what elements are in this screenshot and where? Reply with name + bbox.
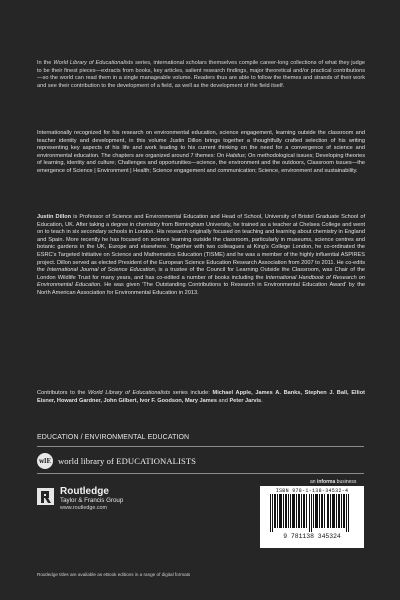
publisher-text bbox=[60, 486, 123, 512]
isbn-number: ISBN 978-1-138-34532-4 bbox=[275, 488, 349, 494]
contributors-and: and bbox=[216, 397, 230, 404]
isbn-barcode bbox=[260, 486, 364, 548]
bio-text-2: , is a trustee of the Council for Learning Outside the Classroom, was Chair of the London Wildlife Trust for many years, and has co-edited a number of books including the bbox=[37, 267, 365, 281]
barcode-icon bbox=[264, 494, 360, 540]
contributors-series-title: World Library of Educationalists bbox=[88, 390, 171, 396]
journal-title: International Journal of Science Education bbox=[47, 267, 155, 274]
publisher-name: Routledge bbox=[60, 486, 109, 497]
description-text-2: ; On methodological issues; Developing theories of learning, identity and culture; Challenges and opportunities—science, the environment and the outdoors, Classroom issues—the emergence of Science | Environment | Health; Science engagement and communication; Science, environment and sustainability. bbox=[37, 152, 365, 174]
contributors-end: . bbox=[261, 397, 263, 404]
contributors-paragraph bbox=[37, 390, 365, 405]
informa-suffix: business bbox=[335, 479, 357, 485]
series-branding bbox=[37, 452, 196, 470]
routledge-mark-icon bbox=[37, 488, 54, 505]
series-title-italic: World Library of Educationalists bbox=[53, 60, 134, 66]
barcode-digits: 9 781138 345324 bbox=[283, 533, 341, 540]
publisher-url[interactable]: www.routledge.com bbox=[60, 505, 108, 511]
routledge-logo-icon bbox=[37, 488, 54, 505]
series-name: world library of EDUCATIONALISTS bbox=[58, 456, 197, 466]
publisher-block bbox=[37, 486, 123, 512]
contributor-names: Michael Apple, James A. Banks, Stephen J. Ball, Elliot Eisner, Howard Gardner, John Gilbert, Ivor F. Goodson, Mary James bbox=[37, 390, 365, 404]
publisher-group: Taylor & Francis Group bbox=[60, 497, 124, 504]
series-intro-text: In the bbox=[37, 60, 54, 66]
series-intro-text-2: series, international scholars themselves compile career-long collections of what they judge to be their finest pieces—extracts from books, key articles, salient research findings, major theoretical and/or practical contributions—so the world can read them in a single manageable volume. Readers thus are able to follow the themes and strands of their work and see their contribution to the development of a field, as well as the development of the field itself. bbox=[37, 60, 365, 89]
author-bio bbox=[37, 214, 365, 298]
book-description bbox=[37, 130, 365, 176]
author-name: Justin Dillon bbox=[37, 214, 72, 220]
informa-business-label bbox=[310, 479, 356, 485]
divider-top bbox=[37, 446, 364, 447]
contributors-text: Contributors to the bbox=[37, 390, 89, 396]
handbook-title: International Handbook of Research on Environmental Education bbox=[37, 274, 365, 289]
description-text: Internationally recognized for his research on environmental education, science engagement, learning outside the classroom and teacher identity and development, in this volume Justin Dillon brings together a thoughtfully crafted selection of his writing representing key aspects of his life and work leading to his current thinking on the need for a convergence of science and environmental education. The chapters are organized around 7 themes: On bbox=[37, 130, 365, 159]
subject-category: EDUCATION / ENVIRONMENTAL EDUCATION bbox=[37, 434, 190, 441]
informa-prefix: an bbox=[310, 479, 317, 485]
informa-name: informa bbox=[316, 479, 336, 485]
bio-text-3: . He was given 'The Outstanding Contributions to Research in Environmental Education Award' by the North American Association for Environmental Education in 2013. bbox=[37, 282, 365, 296]
bio-text-1: is Professor of Science and Environmental Education and Head of School, University of Bristol Graduate School of Education, UK. After taking a degree in chemistry from Birmingham University, he trained as a teacher at Chelsea College and went on to teach in six secondary schools in London. His research originally focused on teaching and learning about chemistry in England and Spain. More recently he has focused on science learning outside the classroom, particularly in museums, science centres and botanic gardens in the UK, Europe and elsewhere. Together with two colleagues at King's College London, he co-ordinated the ESRC's Targeted Initiative on Science and Mathematics Education (TISME) and he was a member of the highly influential ASPIRES project. Dillon served as elected President of the European Science Education Research Association from 2007 to 2011. He co-edits the bbox=[37, 214, 366, 274]
contributors-text-2: series include: bbox=[170, 390, 213, 396]
ebook-note: Routledge titles are available as eBook editions in a range of digital formats bbox=[37, 572, 191, 577]
wle-logo-icon: wlE bbox=[37, 453, 53, 469]
series-intro-paragraph bbox=[37, 60, 365, 90]
habitus-italic: Habitus bbox=[225, 152, 245, 159]
divider-bottom bbox=[37, 473, 364, 474]
contributor-last-name: Peter Jarvis bbox=[229, 397, 262, 404]
